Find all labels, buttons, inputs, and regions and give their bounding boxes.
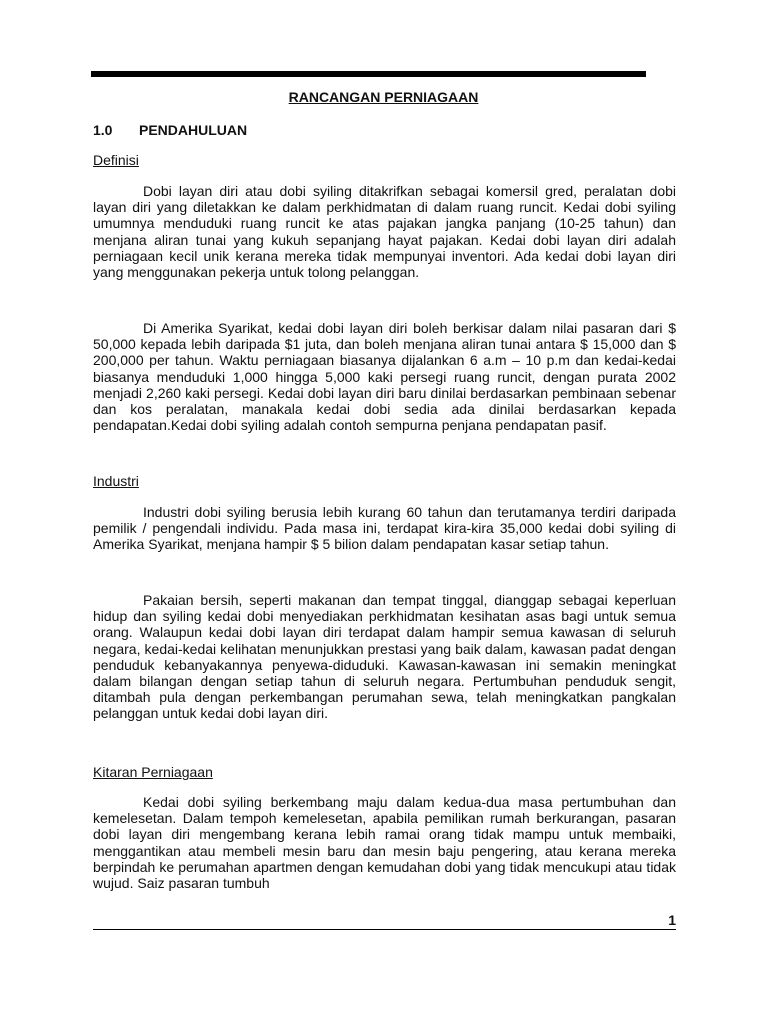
page-number: 1 <box>668 912 676 928</box>
document-title: RANCANGAN PERNIAGAAN <box>288 89 479 105</box>
footer-rule <box>93 929 676 930</box>
section-number: 1.0 <box>93 122 113 138</box>
paragraph-industri-2: Pakaian bersih, seperti makanan dan tempat tinggal, dianggap sebagai keperluan hidup dan syiling kedai dobi menyediakan perkhidmatan kesihatan asas bagi untuk semua orang. Walaupun kedai dobi layan diri terdapat dalam hampir semua kawasan di seluruh negara, kedai-kedai kelihatan menunjukkan prestasi yang baik dalam, kawasan padat dengan penduduk kebanyakannya penyewa-diduduki. Kawasan-kawasan ini semakin meningkat dalam bilangan dengan setiap tahun di seluruh negara. Pertumbuhan penduduk sengit, ditambah pula dengan perkembangan perumahan sewa, telah meningkatkan pangkalan pelanggan untuk kedai dobi layan diri. <box>93 592 676 722</box>
paragraph-definisi-1: Dobi layan diri atau dobi syiling ditakrifkan sebagai komersil gred, peralatan dobi layan diri yang diletakkan ke dalam perkhidmatan di dalam ruang runcit. Kedai dobi syiling umumnya menduduki ruang runcit ke atas pajakan jangka panjang (10-25 tahun) dan menjana aliran tunai yang kukuh sepanjang hayat pajakan. Kedai dobi layan diri adalah perniagaan kecil unik kerana mereka tidak mempunyai inventori. Ada kedai dobi layan diri yang menggunakan pekerja untuk tolong pelanggan. <box>93 183 676 281</box>
header-rule <box>91 71 646 77</box>
subheading-kitaran-perniagaan: Kitaran Perniagaan <box>93 764 213 780</box>
section-title: PENDAHULUAN <box>139 122 248 138</box>
subheading-industri: Industri <box>93 473 139 489</box>
paragraph-definisi-2: Di Amerika Syarikat, kedai dobi layan diri boleh berkisar dalam nilai pasaran dari $ 50,000 kepada lebih daripada $1 juta, dan boleh menjana aliran tunai antara $ 15,000 dan $ 200,000 per tahun. Waktu perniagaan biasanya dijalankan 6 a.m – 10 p.m dan kedai-kedai biasanya menduduki 1,000 hingga 5,000 kaki persegi ruang runcit, dengan purata 2002 menjadi 2,260 kaki persegi. Kedai dobi layan diri baru dinilai berdasarkan pembinaan sebenar dan kos peralatan, manakala kedai dobi sedia ada dinilai berdasarkan kepada pendapatan.Kedai dobi syiling adalah contoh sempurna penjana pendapatan pasif. <box>93 320 676 434</box>
subheading-definisi: Definisi <box>93 152 139 168</box>
paragraph-kitaran-1: Kedai dobi syiling berkembang maju dalam kedua-dua masa pertumbuhan dan kemelesetan. Dalam tempoh kemelesetan, apabila pemilikan rumah berkurangan, pasaran dobi layan diri mengembang kerana lebih ramai orang tidak mampu untuk membaiki, menggantikan atau membeli mesin baru dan mesin baju pengering, atau kerana mereka berpindah ke perumahan apartmen dengan kemudahan dobi yang tidak mencukupi atau tidak wujud. Saiz pasaran tumbuh <box>93 794 676 891</box>
paragraph-industri-1: Industri dobi syiling berusia lebih kurang 60 tahun dan terutamanya terdiri daripada pemilik / pengendali individu. Pada masa ini, terdapat kira-kira 35,000 kedai dobi syiling di Amerika Syarikat, menjana hampir $ 5 bilion dalam pendapatan kasar setiap tahun. <box>93 504 676 553</box>
